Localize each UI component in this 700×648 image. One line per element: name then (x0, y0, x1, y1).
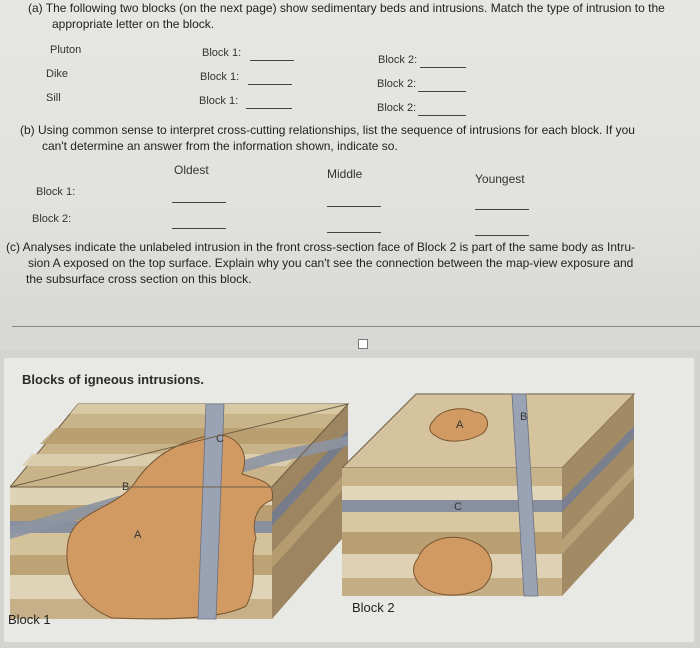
sill-block1-label: Block 1: (199, 95, 239, 107)
part-c-line3: the subsurface cross section on this block. (26, 272, 252, 286)
part-b-prompt-line1: (b) Using common sense to interpret cross-cutting relationships, list the sequence of intrusions for each block. If you (20, 123, 635, 137)
block1-letter-a: A (134, 529, 142, 541)
part-a-prompt-line2: appropriate letter on the block. (52, 17, 215, 31)
part-c-line2: sion A exposed on the top surface. Explain why you can't see the connection between the map-view exposure and (28, 256, 634, 270)
block2-diagram (342, 390, 652, 610)
intrusion-type-dike: Dike (46, 68, 69, 80)
sill-block2-blank[interactable] (418, 115, 466, 116)
sill-block1-blank[interactable] (246, 108, 292, 109)
sequence-block2-label: Block 2: (32, 213, 72, 225)
part-c-line1: (c) Analyses indicate the unlabeled intrusion in the front cross-section face of Block 2 is part of the same body as Intru- (6, 240, 635, 254)
dike-block1-label: Block 1: (200, 71, 240, 83)
block1-letter-b: B (122, 481, 130, 493)
block2-label: Block 2 (352, 600, 395, 615)
block2-letter-b: B (520, 411, 528, 423)
pluton-block1-blank[interactable] (250, 60, 294, 61)
block2-oldest-blank[interactable] (172, 228, 226, 229)
intrusion-type-pluton: Pluton (50, 44, 82, 56)
column-oldest: Oldest (174, 163, 209, 177)
column-middle: Middle (327, 167, 363, 181)
block1-middle-blank[interactable] (327, 206, 381, 207)
block2-letter-a: A (456, 419, 464, 431)
block1-label: Block 1 (8, 612, 51, 627)
block2-letter-c: C (454, 501, 462, 513)
block2-youngest-blank[interactable] (475, 235, 529, 236)
dike-block1-blank[interactable] (248, 84, 292, 85)
block1-diagram (10, 392, 350, 622)
page-marker-icon (358, 339, 368, 349)
dike-block2-blank[interactable] (418, 91, 466, 92)
sequence-block1-label: Block 1: (36, 186, 76, 198)
pluton-block2-blank[interactable] (420, 67, 466, 68)
part-a-prompt-line1: (a) The following two blocks (on the next page) show sedimentary beds and intrusions. Match the type of intrusion to the (28, 1, 665, 15)
part-b-prompt-line2: can't determine an answer from the information shown, indicate so. (42, 139, 398, 153)
column-youngest: Youngest (475, 172, 525, 186)
figure-title: Blocks of igneous intrusions. (22, 372, 205, 387)
block1-oldest-blank[interactable] (172, 202, 226, 203)
dike-block2-label: Block 2: (377, 78, 417, 90)
sill-block2-label: Block 2: (377, 102, 417, 114)
figure-panel (4, 358, 694, 642)
pluton-block2-label: Block 2: (378, 54, 418, 66)
block2-middle-blank[interactable] (327, 232, 381, 233)
answer-line[interactable] (12, 326, 700, 327)
pluton-block1-label: Block 1: (202, 47, 242, 59)
block1-letter-c: C (216, 433, 224, 445)
intrusion-type-sill: Sill (46, 92, 61, 104)
block1-youngest-blank[interactable] (475, 209, 529, 210)
